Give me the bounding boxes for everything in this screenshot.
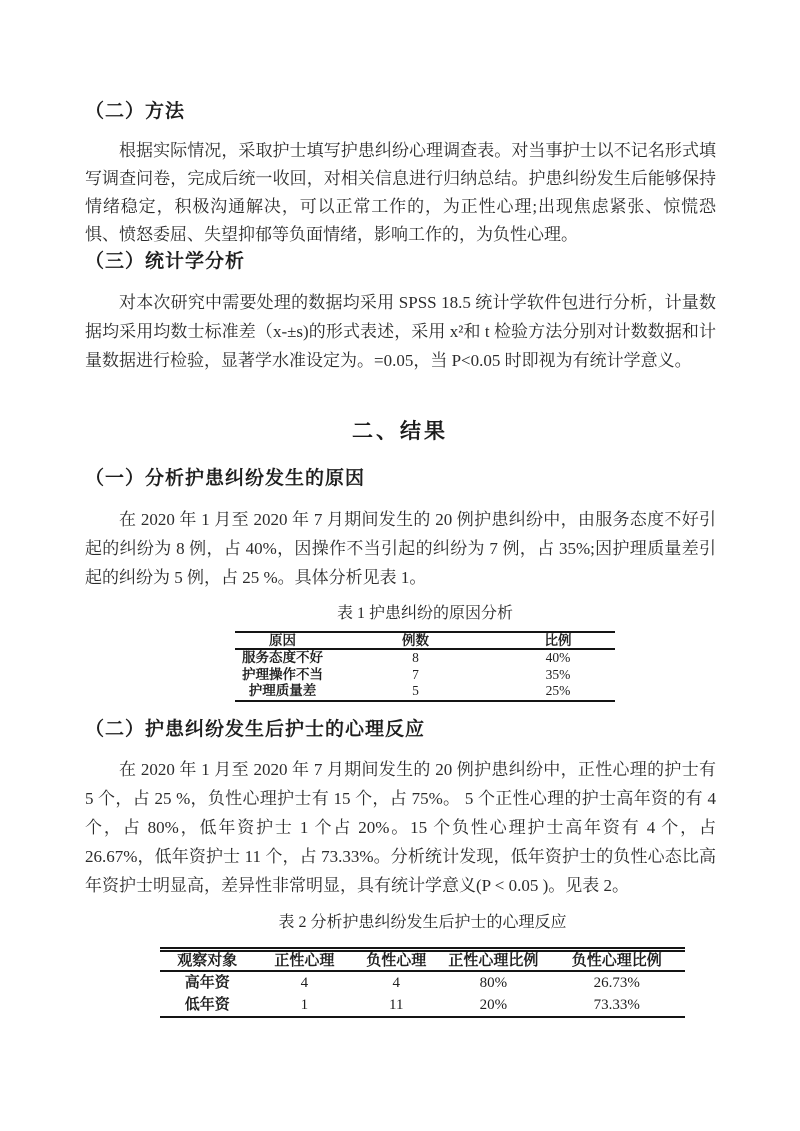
- table-cell: 11: [389, 997, 404, 1013]
- table1-dispute-reasons: [235, 631, 615, 702]
- table-cell: 5: [412, 683, 419, 698]
- table-row: [160, 994, 685, 1017]
- method-section-heading: （二）方法: [85, 101, 186, 122]
- table2-header-subject: 观察对象: [177, 953, 238, 969]
- table-cell: 35%: [545, 666, 571, 682]
- table-cell: 4: [392, 975, 400, 991]
- table2-header-positive: 正性心理: [274, 953, 335, 969]
- psychology-section-heading: （二）护患纠纷发生后护士的心理反应: [85, 719, 426, 740]
- table-row: [235, 683, 615, 701]
- table-cell: 26.73%: [593, 975, 640, 991]
- table-cell: 1: [300, 997, 309, 1013]
- results-chapter-title: 二、结果: [352, 420, 448, 443]
- table-cell: 40%: [545, 650, 571, 665]
- table1-caption: 表 1 护患纠纷的原因分析: [336, 605, 513, 622]
- psychology-paragraph: 在 2020 年 1 月至 2020 年 7 月期间发生的 20 例护患纠纷中，正性心理的护士有 5 个，占 25 %，负性心理护士有 15 个，占 75%。 5 个正性心理的护士高年资的有 4 个，占 80%，低年资护士 1 个占 20%。15 个负性心理护士高年资有 4 个，占 26.67%，低年资护士 11 个，占 73.33%。分析统计发现，低年资护士的负性心态比高年资护士明显高，差异性非常明显，具有统计学意义(P < 0.05 )。见表 2。: [85, 760, 716, 895]
- table2-header-negative-ratio: 负性心理比例: [571, 953, 662, 969]
- table-cell: 服务态度不好: [242, 650, 323, 665]
- table-cell: 护理操作不当: [242, 666, 323, 682]
- table2-nurse-psychology: [160, 947, 685, 1018]
- table2-header-row: [160, 950, 685, 972]
- reasons-paragraph: 在 2020 年 1 月至 2020 年 7 月期间发生的 20 例护患纠纷中，由服务态度不好引起的纠纷为 8 例，占 40%，因操作不当引起的纠纷为 7 例，占 35%;因护理质量差引起的纠纷为 5 例，占 25 %。具体分析见表 1。: [85, 510, 716, 587]
- statistics-section-heading: （三）统计学分析: [85, 251, 246, 272]
- table-row: [160, 971, 685, 994]
- reasons-section-heading: （一）分析护患纠纷发生的原因: [85, 468, 366, 489]
- statistics-paragraph: 对本次研究中需要处理的数据均采用 SPSS 18.5 统计学软件包进行分析，计量数据均采用均数士标准差（x-±s)的形式表述，采用 x²和 t 检验方法分别对计数数据和计量数据进行检验，显著学水准设定为。=0.05，当 P<0.05 时即视为有统计学意义。: [85, 293, 716, 370]
- table-cell: 4: [300, 975, 309, 991]
- table1-header-reason: 原因: [269, 633, 296, 648]
- table1-header-ratio: 比例: [544, 633, 572, 648]
- table-cell: 高年资: [184, 975, 230, 991]
- table-cell: 护理质量差: [248, 683, 317, 698]
- table-cell: 73.33%: [593, 997, 640, 1013]
- table2-caption: 表 2 分析护患纠纷发生后护士的心理反应: [278, 914, 567, 931]
- table-row: [235, 649, 615, 667]
- table-row: [235, 667, 615, 684]
- table-cell: 7: [412, 666, 419, 682]
- table-cell: 低年资: [184, 997, 230, 1013]
- table1-header-row: [235, 632, 615, 649]
- table1-header-cases: 例数: [402, 633, 429, 648]
- method-paragraph: 根据实际情况，采取护士填写护患纠纷心理调查表。对当事护士以不记名形式填写调查问卷，完成后统一收回，对相关信息进行归纳总结。护患纠纷发生后能够保持情绪稳定，积极沟通解决，可以正常工作的，为正性心理;出现焦虑紧张、惊慌恐惧、愤怒委屈、失望抑郁等负面情绪，影响工作的，为负性心理。: [85, 141, 716, 244]
- table-cell: 80%: [479, 975, 508, 991]
- table2-header-negative: 负性心理: [366, 953, 427, 969]
- table-cell: 20%: [479, 997, 508, 1013]
- table-cell: 25%: [545, 683, 571, 698]
- table-cell: 8: [412, 650, 419, 665]
- table2-header-positive-ratio: 正性心理比例: [448, 953, 539, 969]
